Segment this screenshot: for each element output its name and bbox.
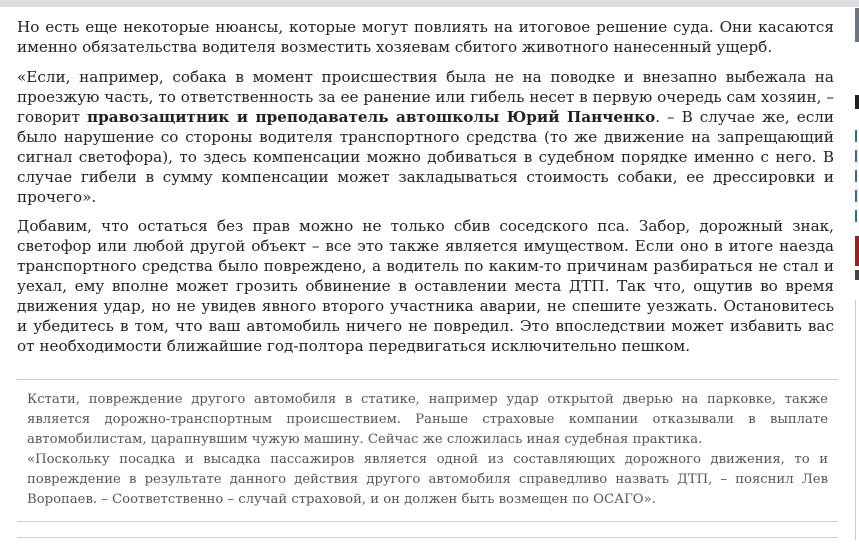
sidebar-link[interactable]	[855, 190, 859, 202]
sidebar-heading-fragment	[855, 95, 859, 109]
sidebar-link[interactable]	[855, 130, 859, 142]
sidebar-banner[interactable]	[855, 236, 859, 266]
article-paragraph: Но есть еще некоторые нюансы, которые могут повлиять на итоговое решение суда. Они касаются именно обязательства водителя возместить хозяевам сбитого животного нанесенный ущерб.	[17, 18, 834, 56]
note-paragraph: «Поскольку посадка и высадка пассажиров является одной из составляющих дорожного движения, то и повреждение в результате данного действия другого автомобиля справедливо назвать ДТП, – пояснил Лев Воропаев. – Соответственно – случай страховой, и он должен быть возмещен по ОСАГО».	[27, 452, 828, 507]
top-border	[0, 0, 859, 7]
sidebar-frame	[855, 300, 859, 540]
info-note-box	[17, 379, 838, 522]
sidebar-link[interactable]	[855, 210, 859, 222]
article-paragraph-quote	[17, 67, 834, 207]
sidebar-link[interactable]	[855, 170, 859, 182]
divider	[17, 537, 838, 538]
sidebar-thumbnail[interactable]	[855, 8, 859, 42]
sidebar-caption-fragment	[855, 270, 859, 280]
quote-text-before: «Если, например, собака в момент происшествия была не на поводке и внезапно выбежала на проезжую часть, то ответственность за ее ранение или гибель несет в первую очередь сам хозяин, – говорит	[17, 68, 834, 126]
article-body	[17, 17, 834, 366]
sidebar-link[interactable]	[855, 150, 859, 162]
sidebar-edge	[852, 0, 859, 546]
article-paragraph: Добавим, что остаться без прав можно не только сбив соседского пса. Забор, дорожный знак, светофор или любой другой объект – все это также является имуществом. Если оно в итоге наезда транспортного средства было повреждено, а водитель по каким-то причинам разбираться не стал и уехал, ему вполне может грозить обвинение в оставлении места ДТП. Так что, ощутив во время движения удар, но не увидев явного второго участника аварии, не спешите уезжать. Остановитесь и убедитесь в том, что ваш автомобиль ничего не повредил. Это впоследствии может избавить вас от необходимости ближайшие год-полтора передвигаться исключительно пешком.	[17, 217, 834, 355]
quote-text-after: . – В случае же, если было нарушение со стороны водителя транспортного средства (то же движение на запрещающий сигнал светофора), то здесь компенсации можно добиваться в судебном порядке именно с него. В случае гибели в сумму компенсации может закладываться стоимость собаки, ее дрессировки и прочего».	[17, 108, 834, 206]
note-paragraph: Кстати, повреждение другого автомобиля в статике, например удар открытой дверью на парковке, также является дорожно-транспортным происшествием. Раньше страховые компании отказывали в выплате автомобилистам, царапнувшим чужую машину. Сейчас же сложилась иная судебная практика.	[27, 392, 828, 447]
quote-author: правозащитник и преподаватель автошколы Юрий Панченко	[87, 108, 656, 126]
